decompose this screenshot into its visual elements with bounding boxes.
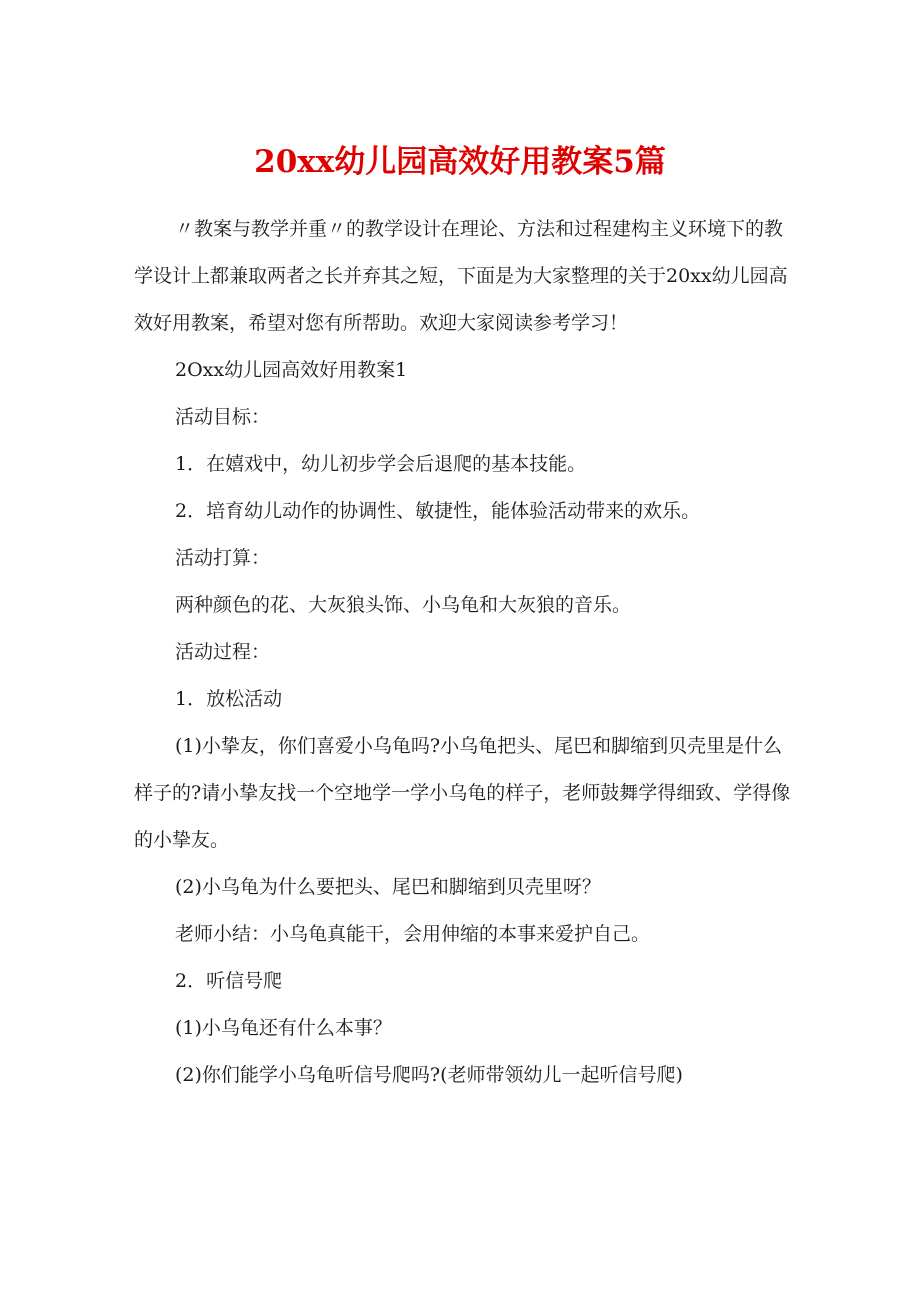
step-1-question-1: (1)小挚友，你们喜爱小乌龟吗?小乌龟把头、尾巴和脚缩到贝壳里是什么样子的?请小挚友找一个空地学一学小乌龟的样子，老师鼓舞学得细致、学得像的小挚友。: [134, 735, 791, 851]
intro-paragraph: 〃教案与教学并重〃的教学设计在理论、方法和过程建构主义环境下的教学设计上都兼取两者之长并弃其之短，下面是为大家整理的关于20xx幼儿园高效好用教案，希望对您有所帮助。欢迎大家阅读参考学习！: [134, 218, 788, 334]
step-2-title: 2．听信号爬: [175, 970, 283, 992]
document-title: 20xx幼儿园高效好用教案5篇: [254, 144, 666, 180]
step-1-title: 1．放松活动: [175, 688, 283, 710]
goals-heading: 活动目标：: [175, 406, 271, 428]
process-heading: 活动过程：: [175, 641, 271, 663]
prep-heading: 活动打算：: [175, 547, 271, 569]
step-2-question-1: (1)小乌龟还有什么本事？: [175, 1017, 392, 1039]
section-title: 2Oxx幼儿园高效好用教案1: [175, 359, 408, 381]
goal-item-1: 1．在嬉戏中，幼儿初步学会后退爬的基本技能。: [175, 453, 587, 475]
step-1-question-2: (2)小乌龟为什么要把头、尾巴和脚缩到贝壳里呀？: [175, 876, 601, 898]
prep-text: 两种颜色的花、大灰狼头饰、小乌龟和大灰狼的音乐。: [175, 594, 632, 616]
document-body: [134, 206, 794, 1099]
step-1-summary: 老师小结：小乌龟真能干，会用伸缩的本事来爱护自己。: [175, 923, 651, 945]
goal-item-2: 2．培育幼儿动作的协调性、敏捷性，能体验活动带来的欢乐。: [175, 500, 701, 522]
step-2-question-2: (2)你们能学小乌龟听信号爬吗?(老师带领幼儿一起听信号爬): [175, 1064, 683, 1086]
